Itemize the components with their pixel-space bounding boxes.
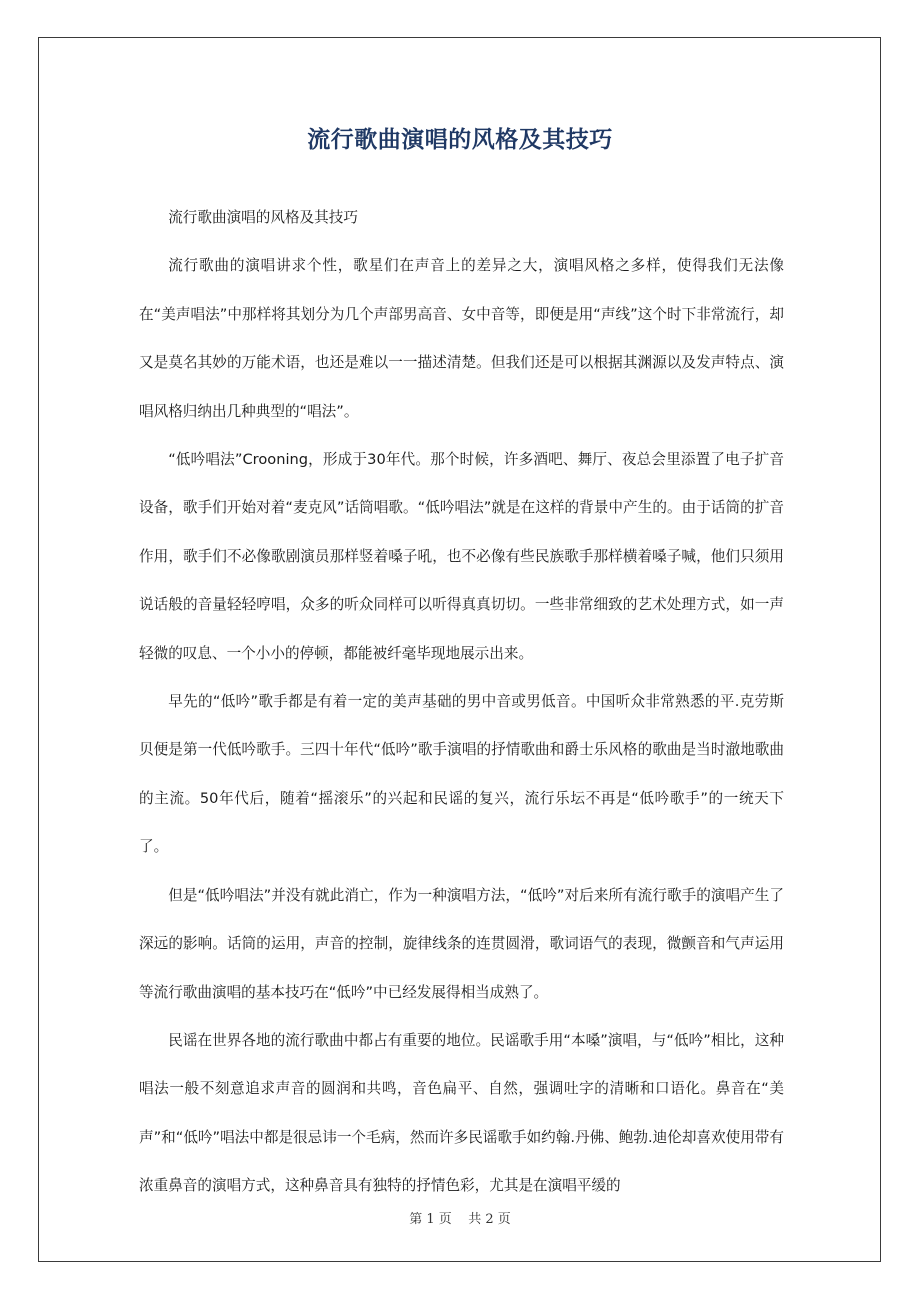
page-total: 共 2 页	[468, 1212, 511, 1227]
paragraph: 民谣在世界各地的流行歌曲中都占有重要的地位。民谣歌手用“本嗓”演唱，与“低吟”相比，这种唱法一般不刻意追求声音的圆润和共鸣，音色扁平、自然，强调吐字的清晰和口语化。鼻音在“美声”和“低吟”唱法中都是很忌讳一个毛病，然而许多民谣歌手如约翰.丹佛、鲍勃.迪伦却喜欢使用带有浓重鼻音的演唱方式，这种鼻音具有独特的抒情色彩，尤其是在演唱平缓的	[139, 1031, 784, 1195]
document-title: 流行歌曲演唱的风格及其技巧	[307, 127, 613, 153]
page-number: 第 1 页	[409, 1212, 452, 1227]
paragraph: 早先的“低吟”歌手都是有着一定的美声基础的男中音或男低音。中国听众非常熟悉的平.克劳斯贝便是第一代低吟歌手。三四十年代“低吟”歌手演唱的抒情歌曲和爵士乐风格的歌曲是当时澈地歌曲的主流。50年代后，随着“摇滚乐”的兴起和民谣的复兴，流行乐坛不再是“低吟歌手”的一统天下了。	[139, 693, 784, 856]
paragraph: 但是“低吟唱法”并没有就此消亡，作为一种演唱方法，“低吟”对后来所有流行歌手的演唱产生了深远的影响。话筒的运用，声音的控制，旋律线条的连贯圆滑，歌词语气的表现，微颤音和气声运用等流行歌曲演唱的基本技巧在“低吟”中已经发展得相当成熟了。	[139, 886, 784, 1001]
document-body	[139, 194, 784, 1211]
paragraph: 流行歌曲的演唱讲求个性，歌星们在声音上的差异之大，演唱风格之多样，使得我们无法像在“美声唱法”中那样将其划分为几个声部男高音、女中音等，即便是用“声线”这个时下非常流行，却又是莫名其妙的万能术语，也还是难以一一描述清楚。但我们还是可以根据其渊源以及发声特点、演唱风格归纳出几种典型的“唱法”。	[139, 257, 784, 420]
paragraph: “低吟唱法”Crooning，形成于30年代。那个时候，许多酒吧、舞厅、夜总会里添置了电子扩音设备，歌手们开始对着“麦克风”话筒唱歌。“低吟唱法”就是在这样的背景中产生的。由于话筒的扩音作用，歌手们不必像歌剧演员那样竖着嗓子吼，也不必像有些民族歌手那样横着嗓子喊，他们只须用说话般的音量轻轻哼唱，众多的听众同样可以听得真真切切。一些非常细致的艺术处理方式，如一声轻微的叹息、一个小小的停顿，都能被纤毫毕现地展示出来。	[139, 451, 784, 662]
page-footer	[0, 1208, 920, 1227]
paragraph: 流行歌曲演唱的风格及其技巧	[168, 209, 358, 226]
